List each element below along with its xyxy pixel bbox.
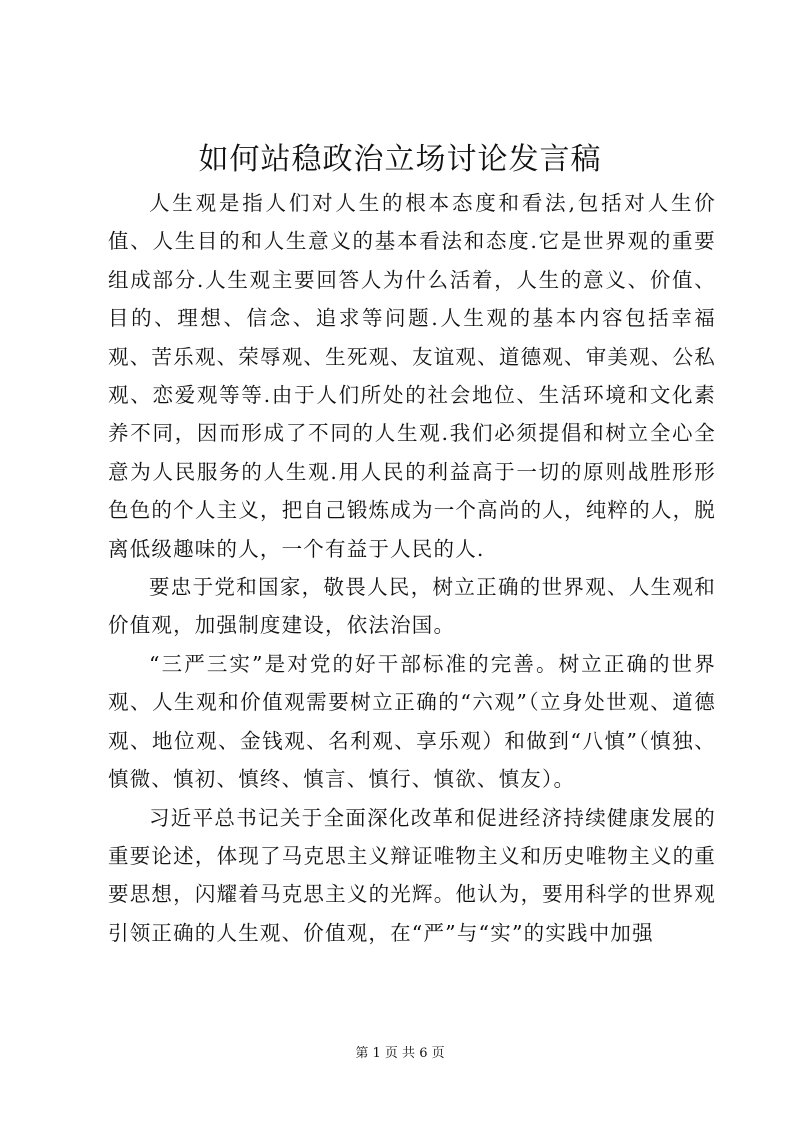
paragraph-2: 要忠于党和国家，敬畏人民，树立正确的世界观、人生观和价值观，加强制度建设，依法治国。	[108, 575, 716, 638]
paragraph-1: 人生观是指人们对人生的根本态度和看法,包括对人生价值、人生目的和人生意义的基本看法和态度.它是世界观的重要组成部分.人生观主要回答人为什么活着，人生的意义、价值、目的、理想、信念、追求等问题.人生观的基本内容包括幸福观、苦乐观、荣辱观、生死观、友谊观、道德观、审美观、公私观、恋爱观等等.由于人们所处的社会地位、生活环境和文化素养不同，因而形成了不同的人生观.我们必须提倡和树立全心全意为人民服务的人生观.用人民的利益高于一切的原则战胜形形色色的个人主义，把自己锻炼成为一个高尚的人，纯粹的人，脱离低级趣味的人，一个有益于人民的人.	[108, 191, 716, 561]
page-footer: 第 1 页 共 6 页	[355, 1046, 445, 1061]
paragraph-3: “三严三实”是对党的好干部标准的完善。树立正确的世界观、人生观和价值观需要树立正确的“六观”（立身处世观、道德观、地位观、金钱观、名利观、享乐观）和做到“八慎”（慎独、慎微、慎初、慎终、慎言、慎行、慎欲、慎友）。	[108, 651, 716, 792]
document-body	[108, 184, 716, 952]
document-title: 如何站稳政治立场讨论发言稿	[198, 142, 602, 177]
paragraph-4: 习近平总书记关于全面深化改革和促进经济持续健康发展的重要论述，体现了马克思主义辩证唯物主义和历史唯物主义的重要思想，闪耀着马克思主义的光辉。他认为，要用科学的世界观引领正确的人生观、价值观，在“严”与“实”的实践中加强	[108, 805, 716, 945]
